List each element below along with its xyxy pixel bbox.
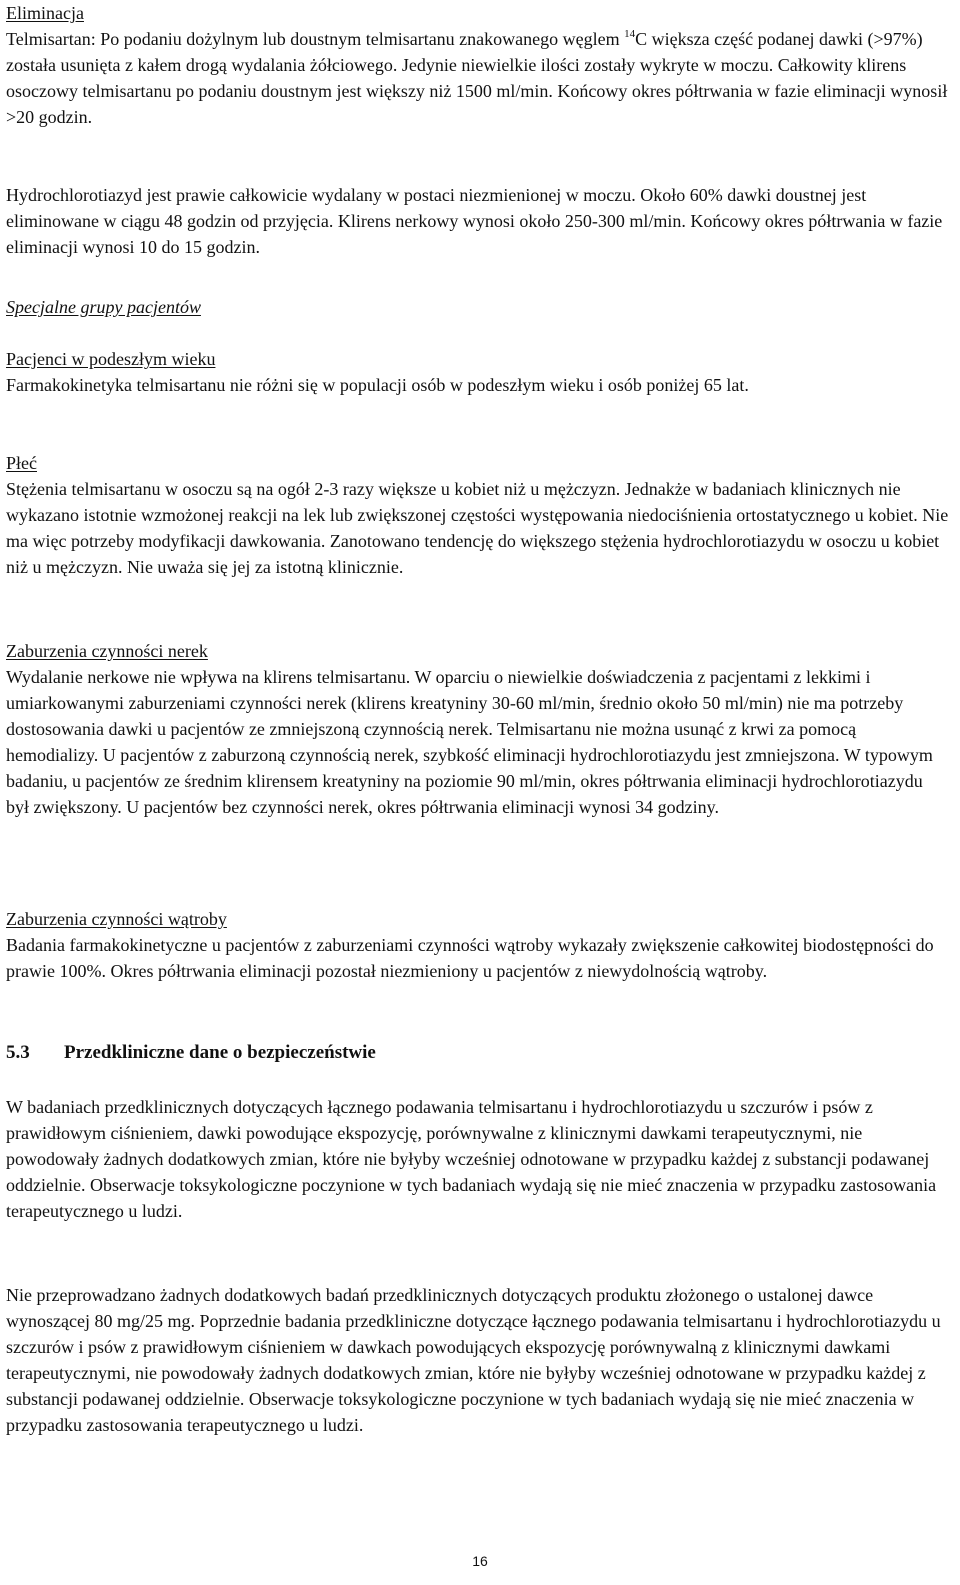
preclinical-paragraph-1: W badaniach przedklinicznych dotyczących łącznego podawania telmisartanu i hydrochlorotiazydu u szczurów i psów z prawidłowym ciśnieniem, dawki powodujące ekspozycję, porównywalne z klinicznymi dawkami terapeutycznymi, nie powodowały żadnych dodatkowych zmian, które nie byłyby wcześniej odnotowane w przypadku każdej z substancji podawanej oddzielnie. Obserwacje toksykologiczne poczynione w tych badaniach wydają się nie mieć znaczenia w przypadku zastosowania terapeutycznego u ludzi. [6,1097,937,1221]
elimination-paragraph-telmisartan [6,26,950,130]
section-5-3-heading [6,1040,950,1066]
section-number: 5.3 [6,1042,30,1063]
elderly-text: Farmakokinetyka telmisartanu nie różni się w populacji osób w podeszłym wieku i osób poniżej 65 lat. [6,375,749,395]
renal-text: Wydalanie nerkowe nie wpływa na klirens telmisartanu. W oparciu o niewielkie doświadczenia z pacjentami z lekkimi i umiarkowanymi zaburzeniami czynności nerek (klirens kreatyniny 30-60 ml/min, średnio około 50 ml/min) nie ma potrzeby dostosowania dawki u pacjentów ze zmniejszoną czynnością nerek. Telmisartanu nie można usunąć z krwi za pomocą hemodializy. U pacjentów z zaburzoną czynnością nerek, szybkość eliminacji hydrochlorotiazydu jest zmniejszona. W typowym badaniu, u pacjentów ze średnim klirensem kreatyniny na poziomie 90 ml/min, okres półtrwania eliminacji hydrochlorotiazydu był zwiększony. U pacjentów bez czynności nerek, okres półtrwania eliminacji wynosi 34 godziny. [6,667,933,817]
elderly-section [6,346,950,398]
elimination-section [6,0,950,130]
hepatic-heading: Zaburzenia czynności wątroby [6,909,227,929]
special-groups-heading: Specjalne grupy pacjentów [6,297,201,317]
elimination-text-a: Telmisartan: Po podaniu dożylnym lub doustnym telmisartanu znakowanego węglem [6,29,625,49]
renal-section [6,638,950,820]
gender-text: Stężenia telmisartanu w osoczu są na ogół 2-3 razy większe u kobiet niż u mężczyzn. Jednakże w badaniach klinicznych nie wykazano istotnie wzmożonej reakcji na lek lub zwiększonej częstości występowania niedociśnienia ortostatycznego u kobiet. Nie ma więc potrzeby modyfikacji dawkowania. Zanotowano tendencję do większego stężenia hydrochlorotiazydu w osoczu u kobiet niż u mężczyzn. Nie uważa się jej za istotną klinicznie. [6,479,949,577]
elderly-heading: Pacjenci w podeszłym wieku [6,349,216,369]
elimination-text-b: C większa część podanej dawki (>97%) została usunięta z kałem drogą wydalania żółciowego. Jedynie niewielkie ilości zostały wykryte w moczu. Całkowity klirens osoczowy telmisartanu po podaniu doustnym jest większy niż 1500 ml/min. Końcowy okres półtrwania w fazie eliminacji wynosił >20 godzin. [6,29,948,127]
gender-section [6,450,950,580]
isotope-superscript: 14 [624,28,636,40]
special-groups-section [6,294,950,320]
renal-heading: Zaburzenia czynności nerek [6,641,208,661]
hctz-elimination-section [6,182,950,260]
hepatic-section [6,906,950,984]
hepatic-text: Badania farmakokinetyczne u pacjentów z zaburzeniami czynności wątroby wykazały zwiększenie całkowitej biodostępności do prawie 100%. Okres półtrwania eliminacji pozostał niezmieniony u pacjentów z niewydolnością wątroby. [6,935,934,981]
section-title: Przedkliniczne dane o bezpieczeństwie [64,1042,376,1063]
elimination-heading: Eliminacja [6,3,84,23]
page-number: 16 [472,1553,488,1569]
preclinical-paragraph-1-block [6,1094,950,1224]
preclinical-paragraph-2: Nie przeprowadzano żadnych dodatkowych badań przedklinicznych dotyczących produktu złożonego o ustalonej dawce wynoszącej 80 mg/25 mg. Poprzednie badania przedkliniczne dotyczące łącznego podawania telmisartanu i hydrochlorotiazydu u szczurów i psów z prawidłowym ciśnieniem w dawkach powodujących ekspozycję porównywalną z klinicznymi dawkami terapeutycznymi, nie powodowały żadnych dodatkowych zmian, które nie byłyby wcześniej odnotowane w przypadku każdej z substancji podawanej oddzielnie. Obserwacje toksykologiczne poczynione w tych badaniach wydają się nie mieć znaczenia w przypadku zastosowania terapeutycznego u ludzi. [6,1285,941,1435]
preclinical-paragraph-2-block [6,1282,950,1438]
gender-heading: Płeć [6,453,37,473]
hctz-elimination-paragraph: Hydrochlorotiazyd jest prawie całkowicie wydalany w postaci niezmienionej w moczu. Około 60% dawki doustnej jest eliminowane w ciągu 48 godzin od przyjęcia. Klirens nerkowy wynosi około 250-300 ml/min. Końcowy okres półtrwania w fazie eliminacji wynosi 10 do 15 godzin. [6,185,943,257]
